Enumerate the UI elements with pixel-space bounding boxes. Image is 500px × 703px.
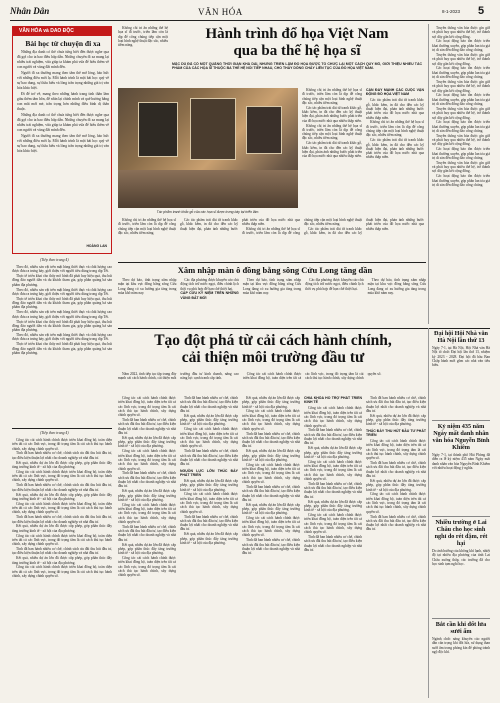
- brief-body: Do ảnh hưởng của không khí lạnh, nhiệt độ tại nhiều địa phương của tỉnh Lai Châu xuống thấp, các trường đã cho học sinh tạm nghỉ học.: [432, 549, 490, 566]
- main-paragraph: Kết quả, nhiều dự án lớn đã được cấp phép, góp phần thúc đẩy tăng trưởng kinh tế - xã hội của địa phương.: [180, 478, 238, 492]
- left-paragraph: Thực tế triển khai cho thấy mô hình đã phát huy hiệu quả, thu hút đông đảo người dân và du khách tham gia, góp phần quảng bá sản phẩm địa phương.: [12, 274, 112, 287]
- main-paragraph: Kết quả, nhiều dự án lớn đã được cấp phép, góp phần thúc đẩy tăng trưởng kinh tế - xã hội của địa phương.: [242, 502, 300, 516]
- main-paragraph: Kết quả, nhiều dự án lớn đã được cấp phép, góp phần thúc đẩy tăng trưởng kinh tế - xã hội của địa phương.: [366, 478, 426, 492]
- left-paragraph: Tỉnh đã ban hành nhiều cơ chế, chính sách ưu đãi thu hút đầu tư, tạo điều kiện thuận lợi nhất cho doanh nghiệp và nhà đầu tư.: [12, 547, 112, 556]
- left-paragraph: Kết quả, nhiều dự án lớn đã được cấp phép, góp phần thúc đẩy tăng trưởng kinh tế - xã hội của địa phương.: [12, 460, 112, 469]
- briefs-divider: [428, 328, 429, 698]
- brief-item: [432, 330, 490, 418]
- main-paragraph: Kết quả, nhiều dự án lớn đã được cấp phép, góp phần thúc đẩy tăng trưởng kinh tế - xã hội của địa phương.: [118, 435, 176, 449]
- left-paragraph: Theo đó, nhiều sản vật trên mặt hàng thiết thực và chất lượng cao được đưa ra trưng bày, giới thiệu với người tiêu dùng trong dịp Tết.: [12, 287, 112, 296]
- main-story-col5: [366, 396, 426, 696]
- feature-paragraph: Không chỉ tri ân những thế hệ họa sĩ đi trước, triển lãm còn là dịp để công chúng tiếp cận một loại hình nghệ thuật đặc sắc, nhiều tiềm năng.: [366, 120, 424, 138]
- brief-body: Ngành chức năng khuyến cáo người dân cẩn trọng khi đốt lửa, sử dụng than sưởi ấm trong phòng kín để phòng tránh ngộ độc khí.: [432, 637, 490, 654]
- left-section-rule: [12, 428, 112, 429]
- feature-paragraph: Không chỉ tri ân những thế hệ họa sĩ đi trước, triển lãm còn là dịp để công chúng tiếp cận một loại hình nghệ thuật đặc sắc, nhiều tiềm năng.: [302, 123, 362, 141]
- feature-photo-caption: Tác phẩm tranh khắc gỗ của các họa sĩ được trưng bày tại triển lãm.: [156, 210, 260, 214]
- brief-item: [432, 423, 490, 513]
- column-box-paragraph: Những địa danh có thể chưa từng biết đến được nghe qua đã gợi cho ta bao điều hấp dẫn. Những chuyến đi xa mang lại nhiều trải nghiệm, vừa giúp ta khám phá vừa để hiểu thêm về con người và vùng đất mình đến.: [17, 50, 109, 70]
- sonla-paragraph: Theo dự báo, tình trạng xâm nhập mặn tại khu vực đồng bằng sông Cửu Long đang có xu hướng gia tăng trong mùa khô năm nay.: [367, 278, 426, 295]
- left-paragraph: Thực tế triển khai cho thấy mô hình đã phát huy hiệu quả, thu hút đông đảo người dân và du khách tham gia, góp phần quảng bá sản phẩm địa phương.: [12, 342, 112, 355]
- photo-artwork-frame: [246, 106, 282, 154]
- brief-separator: [432, 618, 490, 619]
- sonla-body: [118, 278, 426, 324]
- left-paragraph: Kết quả, nhiều dự án lớn đã được cấp phép, góp phần thúc đẩy tăng trưởng kinh tế - xã hội của địa phương.: [12, 556, 112, 565]
- main-headline-line2: cải thiện môi trường đầu tư: [181, 349, 365, 366]
- left-paragraph: Kết quả, nhiều dự án lớn đã được cấp phép, góp phần thúc đẩy tăng trưởng kinh tế - xã hội của địa phương.: [12, 524, 112, 533]
- main-paragraph: Tỉnh đã ban hành nhiều cơ chế, chính sách ưu đãi thu hút đầu tư, tạo điều kiện thuận lợi nhất cho doanh nghiệp và nhà đầu tư.: [118, 418, 176, 435]
- left-paragraph: Tỉnh đã ban hành nhiều cơ chế, chính sách ưu đãi thu hút đầu tư, tạo điều kiện thuận lợi nhất cho doanh nghiệp và nhà đầu tư.: [12, 483, 112, 492]
- paper-name: Nhân Dân: [10, 6, 50, 16]
- sonla-paragraph: Các địa phương được khuyến cáo chủ động tích trữ nước ngọt, điều chỉnh lịch thời vụ phù hợp để hạn chế thiệt hại.: [180, 278, 239, 291]
- right-paragraph: Truyền thống văn hóa được gìn giữ và phát huy qua nhiều thế hệ, trở thành sợi dây gắn kết cộng đồng.: [432, 79, 490, 93]
- right-paragraph: Các hoạt động bảo tồn được triển khai thường xuyên, góp phần lan tỏa giá trị di sản đến đông đảo công chúng.: [432, 147, 490, 160]
- section-label: VĂN HÓA: [198, 7, 243, 17]
- main-paragraph: Công tác cải cách hành chính được triển khai đồng bộ, toàn diện trên tất cả các lĩnh vực, trong đó trọng tâm là cải cách thủ tục hành chính, xây dựng chính quyền số.: [242, 462, 300, 485]
- main-paragraph: Tỉnh đã ban hành nhiều cơ chế, chính sách ưu đãi thu hút đầu tư, tạo điều kiện thuận lợi nhất cho doanh nghiệp và nhà đầu tư.: [118, 471, 176, 489]
- column-box-title: Bài học từ chuyện đi xa: [25, 39, 101, 48]
- masthead-rule: [10, 20, 490, 21]
- feature-intro-column: [118, 26, 168, 64]
- main-paragraph: Kết quả, nhiều dự án lớn đã được cấp phép, góp phần thúc đẩy tăng trưởng kinh tế - xã hội của địa phương.: [180, 532, 238, 545]
- right-paragraph: Các hoạt động bảo tồn được triển khai thường xuyên, góp phần lan tỏa giá trị di sản đến đông đảo công chúng.: [432, 174, 490, 187]
- main-paragraph: Năm 2022, tỉnh tiếp tục tập trung đẩy mạnh cải cách hành chính, cải thiện môi trường đầu tư kinh doanh, nâng cao năng lực cạnh tranh cấp tỉnh.: [118, 372, 239, 381]
- main-paragraph: Tỉnh đã ban hành nhiều cơ chế, chính sách ưu đãi thu hút đầu tư, tạo điều kiện thuận lợi nhất cho doanh nghiệp và nhà đầu tư.: [366, 396, 426, 413]
- feature-body-col2: [302, 88, 362, 216]
- right-paragraph: Truyền thống văn hóa được gìn giữ và phát huy qua nhiều thế hệ, trở thành sợi dây gắn kết cộng đồng.: [432, 106, 490, 120]
- left-continued-label: (Tiếp theo trang 4): [40, 258, 69, 262]
- right-paragraph: Truyền thống văn hóa được gìn giữ và phát huy qua nhiều thế hệ, trở thành sợi dây gắn kết cộng đồng.: [432, 133, 490, 147]
- left-paragraph: Tỉnh đã ban hành nhiều cơ chế, chính sách ưu đãi thu hút đầu tư, tạo điều kiện thuận lợi nhất cho doanh nghiệp và nhà đầu tư.: [12, 515, 112, 524]
- left-paragraph: Công tác cải cách hành chính được triển khai đồng bộ, toàn diện trên tất cả các lĩnh vực, trong đó trọng tâm là cải cách thủ tục hành chính, xây dựng chính quyền số.: [12, 469, 112, 483]
- feature-paragraph: Các tác phẩm trải dài từ tranh khắc gỗ, khắc kẽm, in đá cho đến các kỹ thuật hiện đại, phản ánh những bước phát triển của đồ họa nước nhà qua nhiều thập niên.: [302, 105, 362, 123]
- right-paragraph: Các hoạt động bảo tồn được triển khai thường xuyên, góp phần lan tỏa giá trị di sản đến đông đảo công chúng.: [432, 66, 490, 80]
- main-paragraph: Tỉnh đã ban hành nhiều cơ chế, chính sách ưu đãi thu hút đầu tư, tạo điều kiện thuận lợi nhất cho doanh nghiệp và nhà đầu tư.: [366, 461, 426, 479]
- sonla-headline: Xâm nhập màn ô đồng bằng sông Cửu Long tăng dần: [177, 265, 373, 275]
- main-story-col2: [180, 396, 238, 696]
- column-box-paragraph: Những địa danh có thể chưa từng biết đến được nghe qua đã gợi cho ta bao điều hấp dẫn. Những chuyến đi xa mang lại nhiều trải nghiệm, vừa giúp ta khám phá vừa để hiểu thêm về con người và vùng đất mình đến.: [17, 112, 109, 133]
- left-paragraph: Theo đó, nhiều sản vật trên mặt hàng thiết thực và chất lượng cao được đưa ra trưng bày, giới thiệu với người tiêu dùng trong dịp Tết.: [12, 265, 112, 274]
- culture-column-box: [12, 26, 112, 254]
- main-paragraph: Kết quả, nhiều dự án lớn đã được cấp phép, góp phần thúc đẩy tăng trưởng kinh tế - xã hội của địa phương.: [118, 489, 176, 502]
- left-paragraph: Thực tế triển khai cho thấy mô hình đã phát huy hiệu quả, thu hút đông đảo người dân và du khách tham gia, góp phần quảng bá sản phẩm địa phương.: [12, 319, 112, 333]
- left-bottom-label: (Tiếp theo trang 4): [40, 431, 69, 435]
- sonla-paragraph: Theo dự báo, tình trạng xâm nhập mặn tại khu vực đồng bằng sông Cửu Long đang có xu hướng gia tăng trong mùa khô năm nay.: [118, 278, 177, 295]
- right-paragraph: Truyền thống văn hóa được gìn giữ và phát huy qua nhiều thế hệ, trở thành sợi dây gắn kết cộng đồng.: [432, 52, 490, 66]
- brief-item: [432, 621, 490, 697]
- section-rule: [118, 262, 426, 263]
- main-story-headline: [118, 332, 428, 366]
- column-box-header: [13, 27, 111, 36]
- main-paragraph: Công tác cải cách hành chính được triển khai đồng bộ, toàn diện trên tất cả các lĩnh vực, trong đó trọng tâm là cải cách thủ tục hành chính, xây dựng chính quyền số.: [242, 516, 300, 538]
- brief-body: Ngày 7-1, tại thành phố Hải Phòng đã diễn ra lễ kỷ niệm 435 năm Ngày mất danh nhân văn hóa Nguyễn Bỉnh Khiêm với nhiều hoạt động ý nghĩa.: [432, 453, 490, 470]
- brief-body: Ngày 7-1, tại Hà Nội, Hội Nhà văn Hà Nội tổ chức Đại hội lần thứ 13, nhiệm kỳ 2023 - 2028. Đại hội đã bầu Ban Chấp hành mới gồm các nhà văn tiêu biểu.: [432, 346, 490, 368]
- feature-paragraph: Không chỉ tri ân những thế hệ họa sĩ đi trước, triển lãm còn là dịp để công chúng tiếp cận một loại hình nghệ thuật đặc sắc, nhiều tiềm năng.: [118, 26, 168, 48]
- main-story-col4: [304, 396, 362, 696]
- column-box-paragraph: Người đi xa thường mang theo tâm thế mở lòng, háo hức với những điều mới lạ. Mỗi hành trình là một bài học quý về sự bao dung, sự thấu hiểu và lòng trân trọng những giá trị văn hóa khác biệt.: [17, 70, 109, 91]
- sonla-paragraph: Theo dự báo, tình trạng xâm nhập mặn tại khu vực đồng bằng sông Cửu Long đang có xu hướng gia tăng trong mùa khô năm nay.: [242, 278, 302, 295]
- feature-body-bottom: [118, 218, 424, 258]
- column-box-header-text: VĂN HÓA và DAO ĐỘC: [19, 28, 74, 34]
- left-continued-body: [12, 265, 112, 425]
- feature-paragraph: Các tác phẩm trải dài từ tranh khắc gỗ, khắc kẽm, in đá cho đến các kỹ thuật hiện đại, phản ánh những bước phát triển của đồ họa nước nhà qua nhiều thập niên.: [304, 218, 424, 236]
- feature-photo: [118, 88, 298, 208]
- brief-title: Bắt cần khi đốt lửa sưởi ấm: [435, 621, 487, 635]
- main-paragraph: Tỉnh đã ban hành nhiều cơ chế, chính sách ưu đãi thu hút đầu tư, tạo điều kiện thuận lợi nhất cho doanh nghiệp và nhà đầu tư.: [180, 449, 238, 467]
- main-paragraph: Kết quả, nhiều dự án lớn đã được cấp phép, góp phần thúc đẩy tăng trưởng kinh tế - xã hội của địa phương.: [242, 396, 300, 409]
- column-box-paragraph: Đi để trở về, mang theo những hành trang tinh thần làm giàu thêm tâm hồn, để nhìn lại chính mình và quê hương bằng con mắt mới mẻ, trân trọng hơn những điều bình dị thân thuộc.: [17, 91, 109, 112]
- left-paragraph: Công tác cải cách hành chính được triển khai đồng bộ, toàn diện trên tất cả các lĩnh vực, trong đó trọng tâm là cải cách thủ tục hành chính, xây dựng chính quyền số.: [12, 565, 112, 579]
- main-headline-line1: Tạo đột phá từ cải cách hành chính,: [154, 332, 392, 349]
- main-paragraph: Tỉnh đã ban hành nhiều cơ chế, chính sách ưu đãi thu hút đầu tư, tạo điều kiện thuận lợi nhất cho doanh nghiệp và nhà đầu tư.: [118, 524, 176, 542]
- right-paragraph: Các hoạt động bảo tồn được triển khai thường xuyên, góp phần lan tỏa giá trị di sản đến đông đảo công chúng.: [432, 39, 490, 53]
- main-paragraph: Tỉnh đã ban hành nhiều cơ chế, chính sách ưu đãi thu hút đầu tư, tạo điều kiện thuận lợi nhất cho doanh nghiệp và nhà đầu tư.: [366, 514, 426, 532]
- main-paragraph: Công tác cải cách hành chính được triển khai đồng bộ, toàn diện trên tất cả các lĩnh vực, trong đó trọng tâm là cải cách thủ tục hành chính, xây dựng chính quyền số.: [118, 396, 176, 418]
- main-paragraph: Công tác cải cách hành chính được triển khai đồng bộ, toàn diện trên tất cả các lĩnh vực, trong đó trọng tâm là cải cách thủ tục hành chính, xây dựng chính quyền số.: [366, 492, 426, 514]
- sonla-paragraph: Các địa phương được khuyến cáo chủ động tích trữ nước ngọt, điều chỉnh lịch thời vụ phù hợp để hạn chế thiệt hại.: [305, 278, 364, 291]
- left-paragraph: Công tác cải cách hành chính được triển khai đồng bộ, toàn diện trên tất cả các lĩnh vực, trong đó trọng tâm là cải cách thủ tục hành chính, xây dựng chính quyền số.: [12, 438, 112, 451]
- main-paragraph: Tỉnh đã ban hành nhiều cơ chế, chính sách ưu đãi thu hút đầu tư, tạo điều kiện thuận lợi nhất cho doanh nghiệp và nhà đầu tư.: [304, 481, 362, 499]
- main-paragraph: Công tác cải cách hành chính được triển khai đồng bộ, toàn diện trên tất cả các lĩnh vực, trong đó trọng tâm là cải cách thủ tục hành chính, xây dựng chính quyền số.: [304, 406, 362, 428]
- left-paragraph: Công tác cải cách hành chính được triển khai đồng bộ, toàn diện trên tất cả các lĩnh vực, trong đó trọng tâm là cải cách thủ tục hành chính, xây dựng chính quyền số.: [12, 501, 112, 515]
- main-subhead: CHIA KHÓA HỖ TRỢ PHÁT TRIỂN KINH TẾ: [304, 396, 362, 405]
- main-paragraph: Công tác cải cách hành chính được triển khai đồng bộ, toàn diện trên tất cả các lĩnh vực, trong đó trọng tâm là cải cách thủ tục hành chính, xây dựng chính quyền số.: [118, 556, 176, 578]
- right-paragraph: Truyền thống văn hóa được gìn giữ và phát huy qua nhiều thế hệ, trở thành sợi dây gắn kết cộng đồng.: [432, 160, 490, 174]
- brief-item: [432, 519, 490, 615]
- brief-separator: [432, 516, 490, 517]
- feature-paragraph: Không chỉ tri ân những thế hệ họa sĩ đi trước, triển lãm còn là dịp để công chúng tiếp cận một loại hình nghệ thuật đặc sắc, nhiều tiềm năng.: [302, 88, 362, 105]
- main-paragraph: Tỉnh đã ban hành nhiều cơ chế, chính sách ưu đãi thu hút đầu tư, tạo điều kiện thuận lợi nhất cho doanh nghiệp và nhà đầu tư.: [242, 538, 300, 556]
- left-paragraph: Kết quả, nhiều dự án lớn đã được cấp phép, góp phần thúc đẩy tăng trưởng kinh tế - xã hội của địa phương.: [12, 492, 112, 501]
- column-box-body: [17, 50, 109, 240]
- main-paragraph: Kết quả, nhiều dự án lớn đã được cấp phép, góp phần thúc đẩy tăng trưởng kinh tế - xã hội của địa phương.: [366, 413, 426, 427]
- right-paragraph: Các hoạt động bảo tồn được triển khai thường xuyên, góp phần lan tỏa giá trị di sản đến đông đảo công chúng.: [432, 120, 490, 133]
- left-paragraph: Thực tế triển khai cho thấy mô hình đã phát huy hiệu quả, thu hút đông đảo người dân và du khách tham gia, góp phần quảng bá sản phẩm địa phương.: [12, 296, 112, 310]
- main-subhead: THÚC ĐẨY THU HÚT ĐẦU TƯ PHÁT TRIỂN: [366, 428, 426, 437]
- feature-paragraph: Các tác phẩm trải dài từ tranh khắc gỗ, khắc kẽm, in đá cho đến các kỹ thuật hiện đại, phản ánh những bước phát triển của đồ họa nước nhà qua nhiều thập niên.: [366, 98, 424, 120]
- feature-headline-line2: qua ba thế hệ họa sĩ: [233, 43, 361, 59]
- main-paragraph: Công tác cải cách hành chính được triển khai đồng bộ, toàn diện trên tất cả các lĩnh vực, trong đó trọng tâm là cải cách thủ tục hành chính, xây dựng chính quyền số.: [118, 449, 176, 471]
- main-paragraph: Tỉnh đã ban hành nhiều cơ chế, chính sách ưu đãi thu hút đầu tư, tạo điều kiện thuận lợi nhất cho doanh nghiệp và nhà đầu tư.: [304, 535, 362, 553]
- main-paragraph: Công tác cải cách hành chính được triển khai đồng bộ, toàn diện trên tất cả các lĩnh vực, trong đó trọng tâm là cải cách thủ tục hành chính, xây dựng chính quyền số.: [180, 427, 238, 449]
- main-paragraph: Tỉnh đã ban hành nhiều cơ chế, chính sách ưu đãi thu hút đầu tư, tạo điều kiện thuận lợi nhất cho doanh nghiệp và nhà đầu tư.: [242, 431, 300, 449]
- main-paragraph: Công tác cải cách hành chính được triển khai đồng bộ, toàn diện trên tất cả các lĩnh vực, trong đó trọng tâm là cải cách thủ tục hành chính, xây dựng chính quyền số.: [304, 459, 362, 481]
- photo-artwork-frame: [138, 102, 178, 157]
- main-paragraph: Công tác cải cách hành chính được triển khai đồng bộ, toàn diện trên tất cả các lĩnh vực, trong đó trọng tâm là cải cách thủ tục hành chính, xây dựng chính quyền số.: [366, 439, 426, 461]
- brief-separator: [432, 420, 490, 421]
- brief-title: Nhiều trường ở Lai Châu cho học sinh nghỉ do rét đậm, rét hại: [434, 519, 488, 547]
- feature-paragraph: Các tác phẩm trải dài từ tranh khắc gỗ, khắc kẽm, in đá cho đến các kỹ thuật hiện đại, phản ánh những bước phát triển của đồ họa nước nhà qua nhiều thập niên.: [180, 218, 300, 231]
- feature-subhead: CẦN ĐẨY MẠNH CÁC CUỘC VẬN ĐỘNG ĐỒ HỌA VIỆT NAM: [366, 88, 424, 97]
- main-story-rule: [118, 328, 490, 329]
- photo-floor: [118, 170, 298, 208]
- main-paragraph: Công tác cải cách hành chính được triển khai đồng bộ, toàn diện trên tất cả các lĩnh vực, trong đó trọng tâm là cải cách thủ tục hành chính, xây dựng chính quyền số.: [242, 372, 382, 381]
- left-bottom-body: [12, 438, 112, 696]
- main-paragraph: Tỉnh đã ban hành nhiều cơ chế, chính sách ưu đãi thu hút đầu tư, tạo điều kiện thuận lợi nhất cho doanh nghiệp và nhà đầu tư.: [180, 396, 238, 413]
- main-paragraph: Công tác cải cách hành chính được triển khai đồng bộ, toàn diện trên tất cả các lĩnh vực, trong đó trọng tâm là cải cách thủ tục hành chính, xây dựng chính quyền số.: [118, 502, 176, 524]
- main-story-intro: [118, 372, 426, 394]
- feature-lead: MẶC DÙ ĐÃ CÓ MỘT QUÃNG THỜI GIAN KHÁ DÀI, NHƯNG TRIỂN LÃM ĐỒ HỌA ĐƯỢC TỔ CHỨC LẠI MỘT CÁCH QUY MÔ, GIỚI THIỆU NHIỀU TÁC PHẨM CỦA CÁC HỌA SĨ THUỘC BA THẾ HỆ NỐI TIẾP NHAU, CHO THẤY DÒNG CHẢY LIÊN TỤC CỦA ĐỒ HỌA VIỆT NAM.: [172, 62, 422, 71]
- right-paragraph: Các hoạt động bảo tồn được triển khai thường xuyên, góp phần lan tỏa giá trị di sản đến đông đảo công chúng.: [432, 93, 490, 107]
- main-paragraph: Kết quả, nhiều dự án lớn đã được cấp phép, góp phần thúc đẩy tăng trưởng kinh tế - xã hội của địa phương.: [304, 446, 362, 459]
- page-number: 5: [478, 5, 485, 17]
- issue-date: 8-1-2023: [442, 9, 461, 14]
- feature-paragraph: Không chỉ tri ân những thế hệ họa sĩ đi trước, triển lãm còn là dịp để công chúng tiếp cận một loại hình nghệ thuật đặc sắc, nhiều tiềm năng.: [118, 218, 176, 235]
- main-paragraph: Công tác cải cách hành chính được triển khai đồng bộ, toàn diện trên tất cả các lĩnh vực, trong đó trọng tâm là cải cách thủ tục hành chính, xây dựng chính quyền số.: [242, 409, 300, 431]
- main-paragraph: Tỉnh đã ban hành nhiều cơ chế, chính sách ưu đãi thu hút đầu tư, tạo điều kiện thuận lợi nhất cho doanh nghiệp và nhà đầu tư.: [180, 514, 238, 532]
- main-paragraph: Tỉnh đã ban hành nhiều cơ chế, chính sách ưu đãi thu hút đầu tư, tạo điều kiện thuận lợi nhất cho doanh nghiệp và nhà đầu tư.: [242, 484, 300, 502]
- left-paragraph: Theo đó, nhiều sản vật trên mặt hàng thiết thực và chất lượng cao được đưa ra trưng bày, giới thiệu với người tiêu dùng trong dịp Tết.: [12, 333, 112, 342]
- brief-title: Đại hội Hội Nhà văn Hà Nội lần thứ 13: [434, 330, 488, 344]
- column-box-signature: HOÀNG LAN: [86, 244, 107, 248]
- left-paragraph: Tỉnh đã ban hành nhiều cơ chế, chính sách ưu đãi thu hút đầu tư, tạo điều kiện thuận lợi nhất cho doanh nghiệp và nhà đầu tư.: [12, 451, 112, 460]
- feature-paragraph: Các tác phẩm trải dài từ tranh khắc gỗ, khắc kẽm, in đá cho đến các kỹ thuật hiện đại, phản ánh những bước phát triển của đồ họa nước nhà qua nhiều thập niên.: [366, 138, 424, 160]
- main-story-col3: [242, 396, 300, 696]
- main-paragraph: Tỉnh đã ban hành nhiều cơ chế, chính sách ưu đãi thu hút đầu tư, tạo điều kiện thuận lợi nhất cho doanh nghiệp và nhà đầu tư.: [304, 428, 362, 446]
- photo-artwork-frame: [190, 98, 236, 160]
- feature-paragraph: Không chỉ tri ân những thế hệ họa sĩ đi trước, triển lãm còn là dịp để công chúng tiếp cận một loại hình nghệ thuật đặc sắc, nhiều tiềm năng.: [242, 218, 362, 236]
- brief-title: Kỷ niệm 435 năm Ngày mất danh nhân văn hóa Nguyễn Bỉnh Khiêm: [432, 423, 490, 451]
- feature-paragraph: Các tác phẩm trải dài từ tranh khắc gỗ, khắc kẽm, in đá cho đến các kỹ thuật hiện đại, phản ánh những bước phát triển của đồ họa nước nhà qua nhiều thập niên.: [302, 141, 362, 159]
- right-paragraph: Truyền thống văn hóa được gìn giữ và phát huy qua nhiều thế hệ, trở thành sợi dây gắn kết cộng đồng.: [432, 26, 490, 39]
- feature-headline: [172, 26, 422, 60]
- column-box-paragraph: Người đi xa thường mang theo tâm thế mở lòng, háo hức với những điều mới lạ. Mỗi hành trình là một bài học quý về sự bao dung, sự thấu hiểu và lòng trân trọng những giá trị văn hóa khác biệt.: [17, 133, 109, 154]
- feature-body-col3: [366, 88, 424, 216]
- sonla-subhead: CẤP CỨU KỶ NIỆM TRÊN NHỮNG VÙNG ĐẤT MỚI: [180, 291, 239, 300]
- main-paragraph: Công tác cải cách hành chính được triển khai đồng bộ, toàn diện trên tất cả các lĩnh vực, trong đó trọng tâm là cải cách thủ tục hành chính, xây dựng chính quyền số.: [180, 492, 238, 514]
- left-paragraph: Theo đó, nhiều sản vật trên mặt hàng thiết thực và chất lượng cao được đưa ra trưng bày, giới thiệu với người tiêu dùng trong dịp Tết.: [12, 310, 112, 319]
- main-paragraph: Kết quả, nhiều dự án lớn đã được cấp phép, góp phần thúc đẩy tăng trưởng kinh tế - xã hội của địa phương.: [118, 542, 176, 556]
- main-paragraph: Kết quả, nhiều dự án lớn đã được cấp phép, góp phần thúc đẩy tăng trưởng kinh tế - xã hội của địa phương.: [180, 413, 238, 427]
- left-paragraph: Công tác cải cách hành chính được triển khai đồng bộ, toàn diện trên tất cả các lĩnh vực, trong đó trọng tâm là cải cách thủ tục hành chính, xây dựng chính quyền số.: [12, 533, 112, 547]
- right-column-top: [432, 26, 490, 326]
- right-column-divider: [428, 24, 429, 324]
- main-paragraph: Công tác cải cách hành chính được triển khai đồng bộ, toàn diện trên tất cả các lĩnh vực, trong đó trọng tâm là cải cách thủ tục hành chính, xây dựng chính quyền số.: [304, 513, 362, 535]
- main-story-col1: [118, 396, 176, 696]
- masthead: [10, 6, 490, 20]
- main-paragraph: Kết quả, nhiều dự án lớn đã được cấp phép, góp phần thúc đẩy tăng trưởng kinh tế - xã hội của địa phương.: [242, 449, 300, 462]
- main-paragraph: Kết quả, nhiều dự án lớn đã được cấp phép, góp phần thúc đẩy tăng trưởng kinh tế - xã hội của địa phương.: [304, 499, 362, 513]
- feature-headline-line1: Hành trình đổ họa Việt Nam: [205, 26, 389, 42]
- main-subhead: NGUỒN LỰC LỚN THÚC ĐẨY PHÁT TRIỂN: [180, 468, 238, 477]
